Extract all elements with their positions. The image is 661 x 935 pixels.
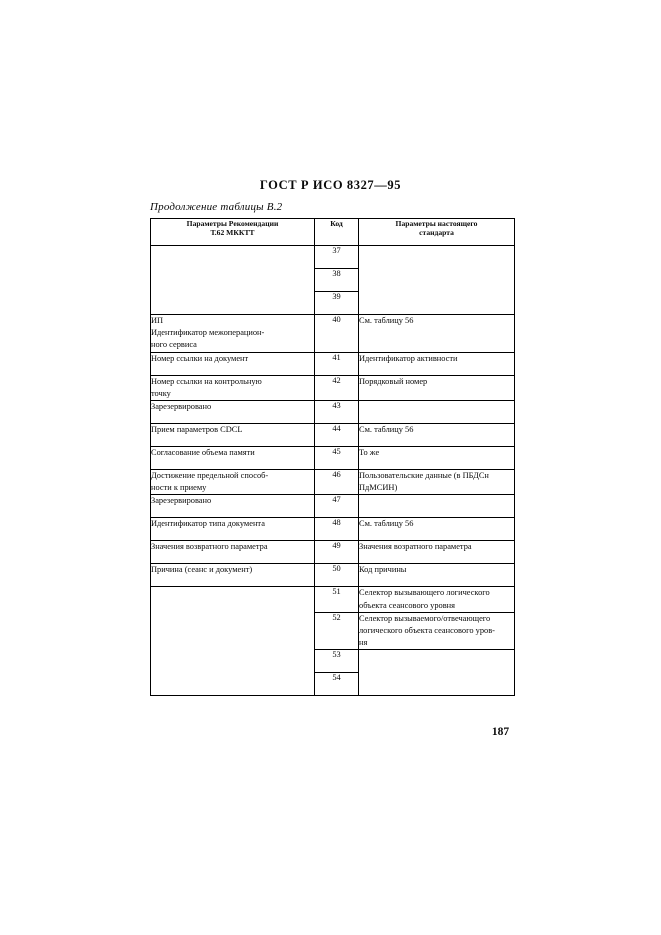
- cell-code: 49: [315, 541, 359, 564]
- table-row: [151, 541, 515, 564]
- cell-code: 42: [315, 375, 359, 400]
- table-header-row: [151, 219, 515, 246]
- cell-code: 52: [315, 612, 359, 650]
- cell-param-t62: ИП Идентификатор межоперацион- ного сервиса: [151, 315, 315, 353]
- cell-code: 38: [315, 269, 359, 292]
- cell-param-t62: [151, 292, 315, 315]
- cell-param-t62: Идентификатор типа документа: [151, 518, 315, 541]
- cell-param-standard: См. таблицу 56: [359, 423, 515, 446]
- cell-param-t62: [151, 673, 315, 696]
- cell-code: 51: [315, 587, 359, 612]
- cell-param-t62: Согласование объема памяти: [151, 446, 315, 469]
- cell-param-standard: [359, 269, 515, 292]
- table-row: [151, 315, 515, 353]
- table-row: [151, 587, 515, 612]
- table-row: [151, 400, 515, 423]
- table-row: [151, 446, 515, 469]
- cell-param-standard: [359, 292, 515, 315]
- cell-code: 47: [315, 495, 359, 518]
- cell-code: 41: [315, 352, 359, 375]
- cell-param-t62: Номер ссылки на документ: [151, 352, 315, 375]
- table-continuation-label: Продолжение таблицы В.2: [150, 201, 283, 213]
- cell-param-standard: [359, 246, 515, 269]
- cell-param-t62: [151, 612, 315, 650]
- table-row: [151, 612, 515, 650]
- cell-param-standard: Порядковый номер: [359, 375, 515, 400]
- parameters-table: [150, 218, 515, 696]
- table-row: [151, 292, 515, 315]
- cell-code: 53: [315, 650, 359, 673]
- cell-code: 48: [315, 518, 359, 541]
- cell-param-standard: Код причины: [359, 564, 515, 587]
- cell-param-standard: [359, 650, 515, 673]
- cell-param-t62: Номер ссылки на контрольную точку: [151, 375, 315, 400]
- cell-param-t62: Зарезервировано: [151, 400, 315, 423]
- page-number-value: 187: [491, 726, 510, 738]
- cell-param-t62: [151, 650, 315, 673]
- table-row: [151, 673, 515, 696]
- cell-param-t62: [151, 587, 315, 612]
- cell-param-standard: [359, 400, 515, 423]
- table-row: [151, 246, 515, 269]
- cell-param-standard: Пользовательские данные (в ПБДСн ПдМСИН): [359, 469, 515, 494]
- cell-param-t62: [151, 269, 315, 292]
- cell-code: 54: [315, 673, 359, 696]
- cell-param-standard: Селектор вызываемого/отвечающего логического объекта сеансового уров- ня: [359, 612, 515, 650]
- cell-param-standard: Идентификатор активности: [359, 352, 515, 375]
- table-row: [151, 518, 515, 541]
- cell-param-standard: См. таблицу 56: [359, 315, 515, 353]
- standard-header: ГОСТ Р ИСО 8327—95: [259, 178, 402, 192]
- header-col1-line1: Параметры Рекомендации: [186, 219, 279, 228]
- cell-code: 50: [315, 564, 359, 587]
- table-body: [151, 246, 515, 696]
- cell-param-t62: Прием параметров CDCL: [151, 423, 315, 446]
- header-col1-line2: Т.62 МККТТ: [210, 228, 255, 238]
- cell-param-standard: [359, 673, 515, 696]
- header-col3-line2: стандарта: [419, 228, 454, 238]
- cell-param-t62: Значения возвратного параметра: [151, 541, 315, 564]
- table-row: [151, 375, 515, 400]
- cell-param-t62: Зарезервировано: [151, 495, 315, 518]
- cell-code: 44: [315, 423, 359, 446]
- table-row: [151, 469, 515, 494]
- cell-code: 45: [315, 446, 359, 469]
- cell-code: 37: [315, 246, 359, 269]
- cell-code: 46: [315, 469, 359, 494]
- cell-param-t62: Достижение предельной способ- ности к приему: [151, 469, 315, 494]
- header-col3-line1: Параметры настоящего: [395, 219, 478, 228]
- table-row: [151, 269, 515, 292]
- header-col-params-t62: [151, 219, 315, 246]
- table-row: [151, 423, 515, 446]
- table-row: [151, 352, 515, 375]
- table-row: [151, 495, 515, 518]
- cell-param-standard: Селектор вызывающего логического объекта сеансового уровня: [359, 587, 515, 612]
- cell-param-standard: То же: [359, 446, 515, 469]
- table-row: [151, 564, 515, 587]
- table-row: [151, 650, 515, 673]
- cell-param-standard: Значения возратного параметра: [359, 541, 515, 564]
- cell-param-t62: Причина (сеанс и документ): [151, 564, 315, 587]
- cell-param-standard: См. таблицу 56: [359, 518, 515, 541]
- header-col-code: Код: [315, 219, 359, 246]
- cell-param-t62: [151, 246, 315, 269]
- cell-code: 40: [315, 315, 359, 353]
- cell-code: 39: [315, 292, 359, 315]
- header-col-params-standard: [359, 219, 515, 246]
- cell-param-standard: [359, 495, 515, 518]
- cell-code: 43: [315, 400, 359, 423]
- page-number: [0, 726, 661, 738]
